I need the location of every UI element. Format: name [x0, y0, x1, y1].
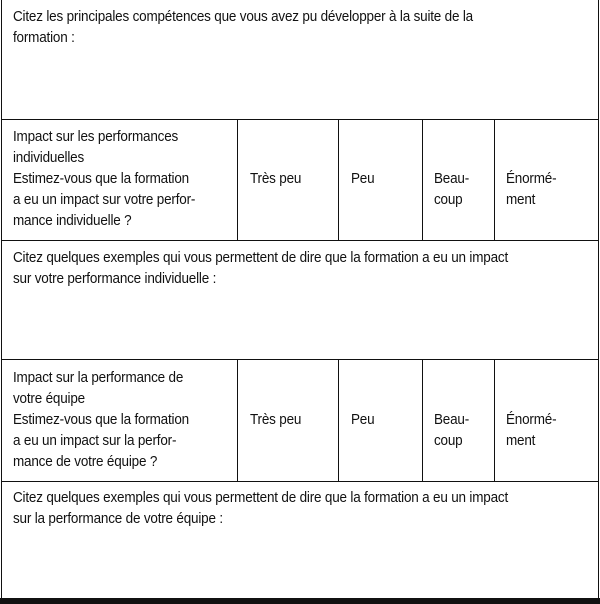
bottom-border	[0, 598, 600, 604]
divider-4	[1, 481, 599, 482]
column-divider	[338, 119, 339, 240]
team-impact-question	[13, 368, 189, 473]
column-divider	[422, 359, 423, 481]
section-title-line: Impact sur les performances	[13, 129, 179, 145]
option-label: Énormé-	[506, 412, 557, 428]
individual-examples-question	[13, 248, 508, 290]
divider-1	[1, 119, 599, 120]
question-line: mance de votre équipe ?	[13, 454, 158, 470]
option-beaucoup[interactable]	[434, 169, 469, 211]
option-label: Peu	[351, 412, 375, 428]
question-line: sur la performance de votre équipe :	[13, 511, 223, 527]
option-label: Peu	[351, 171, 375, 187]
option-enormement[interactable]	[506, 410, 556, 452]
column-divider	[494, 119, 495, 240]
option-peu[interactable]	[351, 169, 374, 190]
option-enormement[interactable]	[506, 169, 556, 211]
option-label: Beau-	[434, 171, 470, 187]
option-label: Beau-	[434, 412, 470, 428]
question-line: Estimez-vous que la formation	[13, 412, 189, 428]
column-divider	[237, 119, 238, 240]
question-line: sur votre performance individuelle :	[13, 271, 217, 287]
divider-3	[1, 359, 599, 360]
section-title-line: individuelles	[13, 150, 85, 166]
question-line: Estimez-vous que la formation	[13, 171, 189, 187]
option-label: Très peu	[250, 171, 302, 187]
option-peu[interactable]	[351, 410, 374, 431]
question-line: Citez quelques exemples qui vous permettent de dire que la formation a eu un impact	[13, 250, 509, 266]
column-divider	[494, 359, 495, 481]
question-line: a eu un impact sur votre perfor-	[13, 192, 196, 208]
option-label: ment	[506, 192, 536, 208]
question-line: formation :	[13, 30, 75, 46]
option-label: Très peu	[250, 412, 302, 428]
column-divider	[338, 359, 339, 481]
column-divider	[237, 359, 238, 481]
option-label: coup	[434, 433, 463, 449]
question-line: Citez quelques exemples qui vous permettent de dire que la formation a eu un impact	[13, 490, 509, 506]
option-tres-peu[interactable]	[250, 410, 301, 431]
question-line: mance individuelle ?	[13, 213, 132, 229]
option-beaucoup[interactable]	[434, 410, 469, 452]
column-divider	[422, 119, 423, 240]
option-tres-peu[interactable]	[250, 169, 301, 190]
section-title-line: votre équipe	[13, 391, 86, 407]
option-label: Énormé-	[506, 171, 557, 187]
team-examples-answer-area[interactable]	[2, 532, 598, 596]
team-examples-question	[13, 488, 508, 530]
individual-impact-question	[13, 127, 195, 232]
competences-question	[13, 7, 473, 49]
divider-2	[1, 240, 599, 241]
option-label: coup	[434, 192, 463, 208]
question-line: Citez les principales compétences que vous avez pu développer à la suite de la	[13, 9, 474, 25]
individual-examples-answer-area[interactable]	[2, 292, 598, 358]
competences-answer-area[interactable]	[2, 50, 598, 118]
question-line: a eu un impact sur la perfor-	[13, 433, 177, 449]
section-title-line: Impact sur la performance de	[13, 370, 184, 386]
option-label: ment	[506, 433, 536, 449]
